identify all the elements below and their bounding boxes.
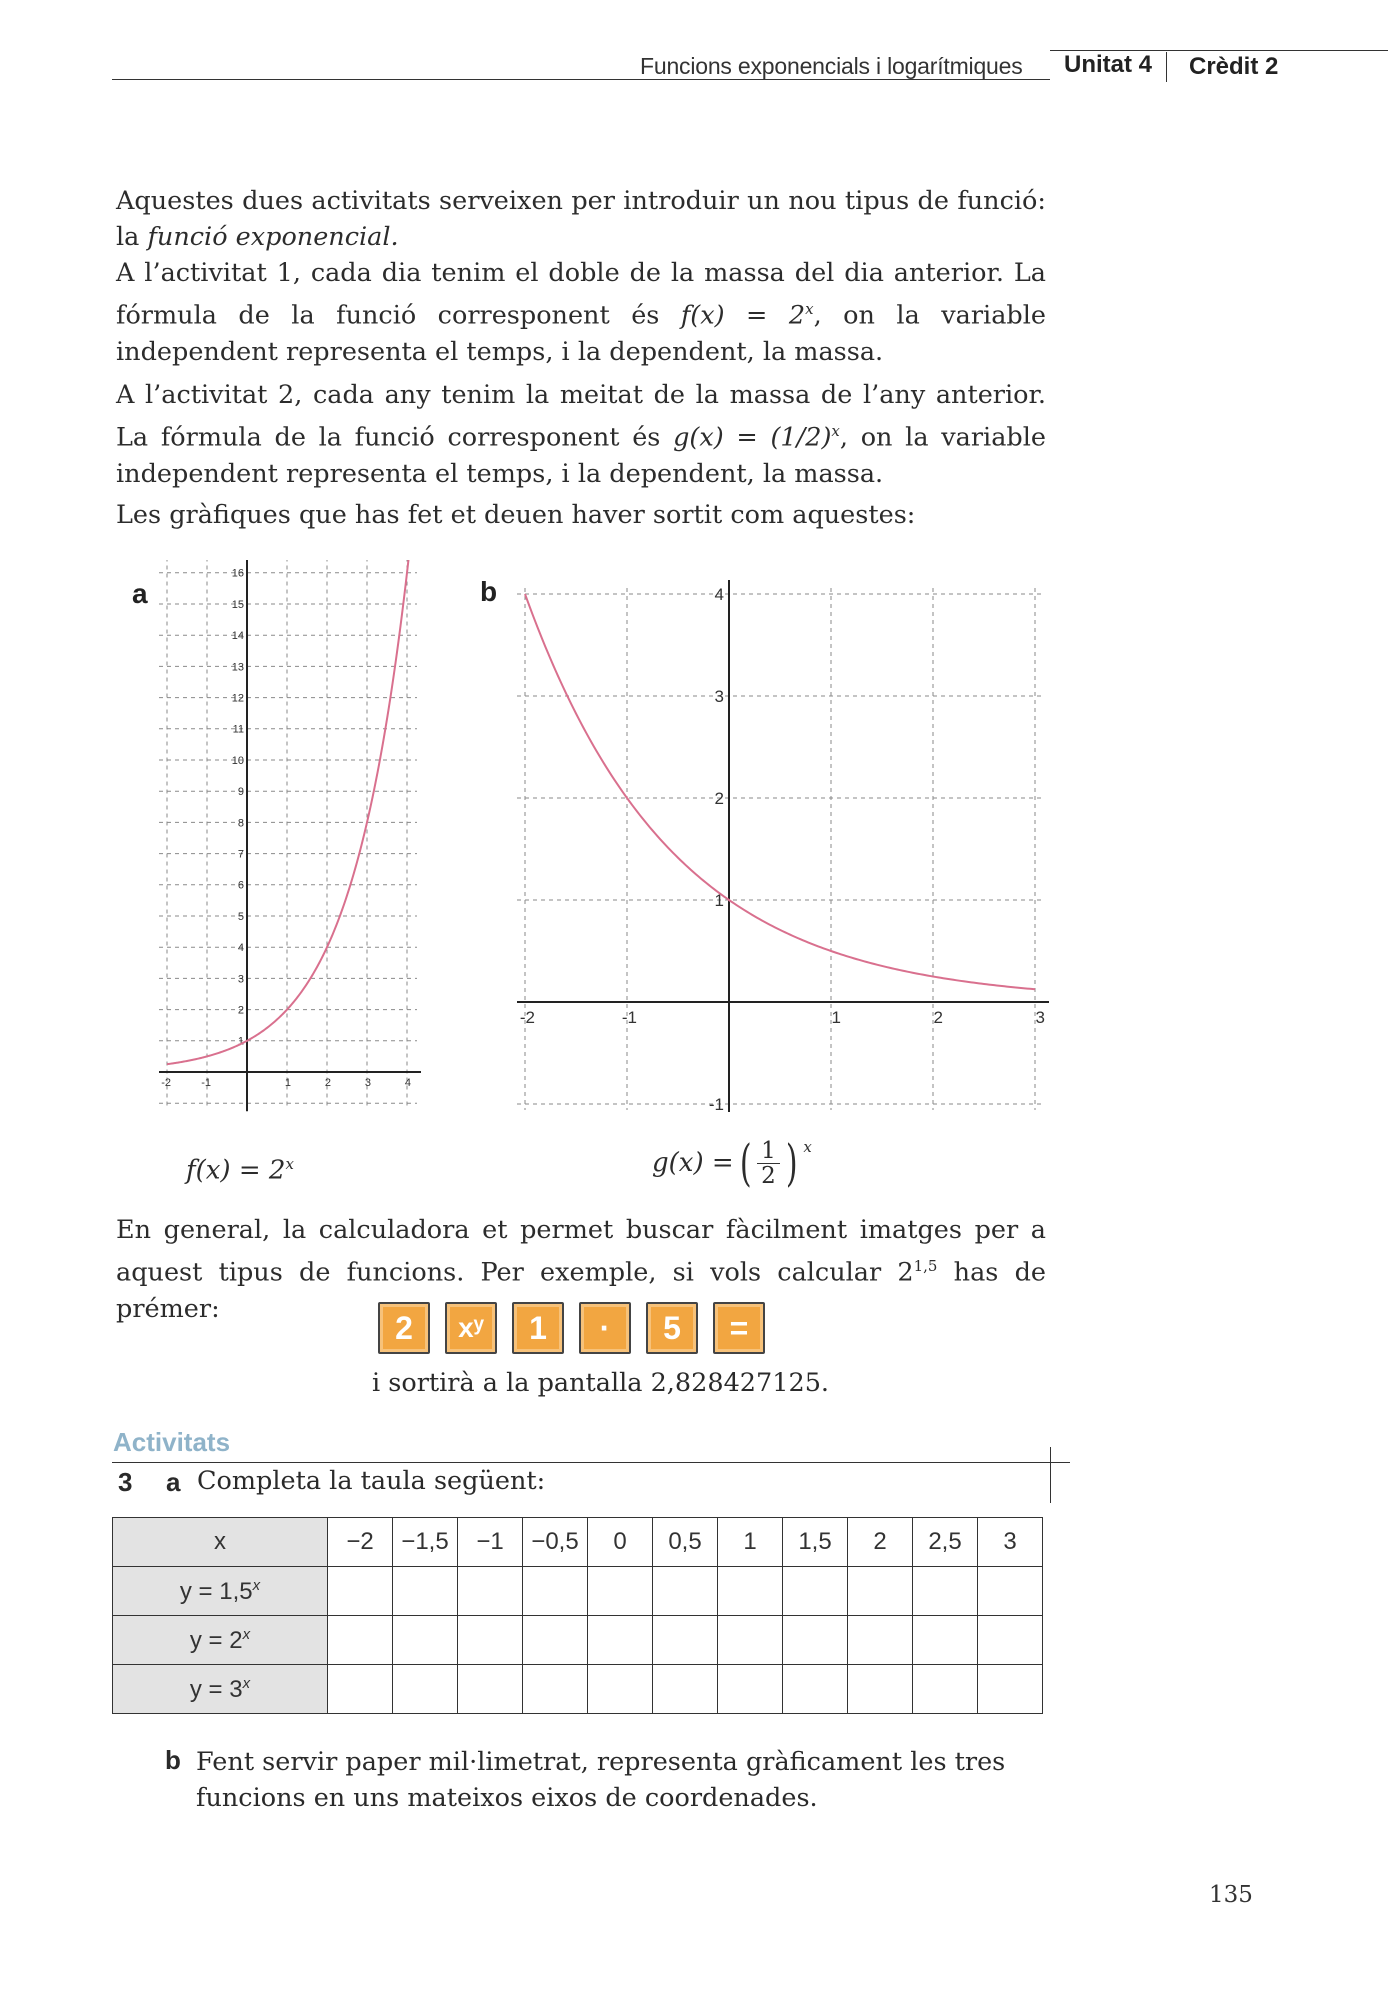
table-empty-cell[interactable]: [978, 1567, 1043, 1616]
formula-b-text: g(x) =: [652, 1148, 734, 1178]
table-empty-cell[interactable]: [393, 1616, 458, 1665]
calc-after: has de prémer:: [116, 1257, 1046, 1324]
table-x-value: −1,5: [393, 1518, 458, 1567]
y-tick-label: 1: [714, 890, 724, 910]
calc-key: 5: [646, 1302, 698, 1354]
table-empty-cell[interactable]: [913, 1567, 978, 1616]
y-tick-label: 3: [237, 973, 244, 986]
header-credit: Crèdit 2: [1189, 53, 1279, 80]
calc-key: 1: [512, 1302, 564, 1354]
table-empty-cell[interactable]: [978, 1616, 1043, 1665]
y-tick-label: 12: [231, 692, 244, 705]
table-empty-cell[interactable]: [653, 1616, 718, 1665]
y-tick-label: 14: [231, 630, 244, 643]
table-empty-cell[interactable]: [458, 1616, 523, 1665]
calc-key: 2: [378, 1302, 430, 1354]
table-x-value: 2,5: [913, 1518, 978, 1567]
calc-exp: 1,5: [913, 1257, 938, 1275]
formula-a-text: f(x) = 2: [186, 1155, 286, 1186]
page-number: 135: [1209, 1882, 1253, 1908]
values-table: [112, 1517, 1043, 1714]
table-empty-cell[interactable]: [783, 1567, 848, 1616]
row-label-text: y = 1,5: [179, 1577, 253, 1605]
graph-b: [500, 560, 1060, 1120]
table-x-value: 3: [978, 1518, 1043, 1567]
table-empty-cell[interactable]: [718, 1567, 783, 1616]
formula-b-close-paren: ): [785, 1134, 798, 1192]
values-table-body: [113, 1518, 1043, 1714]
table-row-label: [113, 1567, 328, 1616]
table-row-label: [113, 1616, 328, 1665]
y-tick-label: 2: [714, 788, 724, 808]
p3-formula: g(x) = (1/2): [673, 422, 832, 453]
x-tick-label: 3: [1035, 1008, 1045, 1027]
y-tick-label: 4: [237, 942, 244, 955]
x-tick-label: 2: [324, 1077, 331, 1089]
y-tick-label: 9: [237, 786, 244, 799]
table-x-value: −1: [458, 1518, 523, 1567]
x-tick-label: -2: [161, 1077, 171, 1089]
table-row: [113, 1567, 1043, 1616]
formula-b-fraction: [757, 1139, 780, 1188]
formula-b-open-paren: (: [739, 1134, 752, 1192]
formula-b-exp: x: [803, 1138, 812, 1156]
table-row-label: [113, 1665, 328, 1714]
table-empty-cell[interactable]: [978, 1665, 1043, 1714]
formula-b-numerator: 1: [757, 1139, 780, 1164]
table-empty-cell[interactable]: [718, 1665, 783, 1714]
activities-rule: [112, 1462, 1070, 1463]
calc-key: =: [713, 1302, 765, 1354]
row-label-text: y = 2: [189, 1626, 243, 1654]
p2-exp: x: [805, 300, 814, 318]
table-empty-cell[interactable]: [328, 1616, 393, 1665]
part-b-letter: b: [165, 1745, 181, 1775]
formula-a: [186, 1155, 294, 1186]
header-separator: [1166, 52, 1167, 82]
table-x-value: −2: [328, 1518, 393, 1567]
exercise-number: 3: [118, 1467, 133, 1497]
activities-title: Activitats: [113, 1427, 231, 1457]
y-tick-label: 15: [231, 598, 244, 611]
formula-b-denominator: 2: [761, 1162, 776, 1189]
y-tick-label: -1: [708, 1094, 724, 1114]
table-empty-cell[interactable]: [848, 1616, 913, 1665]
y-tick-label: 1: [237, 1035, 244, 1048]
y-tick-label: 16: [231, 567, 244, 580]
x-tick-label: -2: [519, 1008, 535, 1027]
x-tick-label: -1: [621, 1008, 637, 1027]
table-empty-cell[interactable]: [523, 1665, 588, 1714]
p2-formula: f(x) = 2: [680, 300, 806, 331]
row-label-exp: x: [242, 1674, 251, 1692]
graph-a-label: a: [132, 578, 148, 609]
table-empty-cell[interactable]: [718, 1616, 783, 1665]
intro-paragraph-3: [116, 377, 1046, 492]
table-x-value: 0,5: [653, 1518, 718, 1567]
table-empty-cell[interactable]: [653, 1567, 718, 1616]
header-unit: Unitat 4: [1064, 51, 1153, 78]
part-a-letter: a: [166, 1467, 181, 1497]
calculator-result: i sortirà a la pantalla 2,828427125.: [372, 1368, 830, 1398]
y-tick-label: 10: [231, 754, 244, 767]
intro-paragraph-1: [116, 183, 1046, 255]
table-empty-cell[interactable]: [393, 1665, 458, 1714]
table-empty-cell[interactable]: [913, 1665, 978, 1714]
p2-after: , on la variable independent representa el temps, i la dependent, la massa.: [116, 300, 1046, 367]
table-empty-cell[interactable]: [848, 1665, 913, 1714]
table-empty-cell[interactable]: [783, 1665, 848, 1714]
table-x-value: 2: [848, 1518, 913, 1567]
x-tick-label: 1: [831, 1008, 841, 1027]
y-tick-label: 13: [231, 661, 244, 674]
y-tick-label: 6: [237, 879, 244, 892]
table-empty-cell[interactable]: [588, 1616, 653, 1665]
function-curve: [525, 594, 1035, 989]
activities-rule-vertical: [1050, 1447, 1051, 1503]
table-empty-cell[interactable]: [458, 1665, 523, 1714]
table-empty-cell[interactable]: [848, 1567, 913, 1616]
y-tick-label: 11: [232, 723, 244, 736]
calc-key: ·: [579, 1302, 631, 1354]
part-b-text: Fent servir paper mil·limetrat, representa gràficament les tres funcions en uns mateixos eixos de coordenades.: [196, 1747, 1006, 1813]
calculator-keys: [378, 1302, 765, 1354]
table-x-value: 1: [718, 1518, 783, 1567]
part-a-text: Completa la taula següent:: [197, 1466, 546, 1496]
p3-text: A l’activitat 2, cada any tenim la meitat de la massa de l’any anterior. La fórmula de la funció corresponent és: [116, 380, 1046, 453]
y-tick-label: 3: [714, 686, 724, 706]
table-x-value: 1,5: [783, 1518, 848, 1567]
graph-a: [148, 560, 438, 1120]
table-empty-cell[interactable]: [393, 1567, 458, 1616]
row-label-exp: x: [252, 1576, 261, 1594]
y-tick-label: 8: [237, 817, 244, 830]
x-tick-label: 2: [933, 1008, 943, 1027]
intro-paragraph-2: [116, 255, 1046, 370]
table-empty-cell[interactable]: [913, 1616, 978, 1665]
x-tick-label: 3: [364, 1077, 371, 1089]
table-empty-cell[interactable]: [783, 1616, 848, 1665]
table-x-value: 0: [588, 1518, 653, 1567]
y-tick-label: 2: [237, 1004, 244, 1017]
p3-after: , on la variable independent representa el temps, i la dependent, la massa.: [116, 422, 1046, 489]
grid: [517, 588, 1045, 1110]
table-x-value: −0,5: [523, 1518, 588, 1567]
p1-text: Aquestes dues activitats serveixen per introduir un nou tipus de funció: la: [116, 186, 1046, 252]
table-row: [113, 1616, 1043, 1665]
intro-paragraph-4: Les gràfiques que has fet et deuen haver sortit com aquestes:: [116, 500, 916, 530]
table-empty-cell[interactable]: [523, 1616, 588, 1665]
table-row: [113, 1665, 1043, 1714]
table-empty-cell[interactable]: [458, 1567, 523, 1616]
p1-italic: funció exponencial.: [147, 222, 399, 252]
row-label-text: y = 3: [189, 1675, 243, 1703]
y-tick-label: 4: [714, 584, 724, 604]
formula-a-exp: x: [285, 1155, 294, 1173]
x-tick-label: 1: [284, 1077, 291, 1089]
x-tick-label: -1: [201, 1077, 211, 1089]
formula-b: [652, 1134, 812, 1192]
calc-key: xʸ: [445, 1302, 497, 1354]
y-tick-label: 7: [237, 848, 244, 861]
table-empty-cell[interactable]: [523, 1567, 588, 1616]
p2-text: A l’activitat 1, cada dia tenim el doble de la massa del dia anterior. La fórmula de la funció corresponent és: [116, 258, 1046, 331]
graph-b-label: b: [480, 576, 498, 607]
row-label-exp: x: [242, 1625, 251, 1643]
table-empty-cell[interactable]: [588, 1567, 653, 1616]
table-empty-cell[interactable]: [328, 1567, 393, 1616]
table-empty-cell[interactable]: [328, 1665, 393, 1714]
calc-text: En general, la calculadora et permet buscar fàcilment imatges per a aquest tipus de funcions. Per exemple, si vols calcular 2: [116, 1215, 1046, 1288]
x-tick-label: 4: [404, 1077, 411, 1089]
p3-exp: x: [831, 422, 840, 440]
table-header-row: [113, 1518, 1043, 1567]
table-header-label: x: [113, 1518, 328, 1567]
grid: [159, 560, 417, 1109]
table-empty-cell[interactable]: [588, 1665, 653, 1714]
header-topic: Funcions exponencials i logarítmiques: [640, 53, 1023, 79]
table-empty-cell[interactable]: [653, 1665, 718, 1714]
y-tick-label: 5: [237, 910, 244, 923]
